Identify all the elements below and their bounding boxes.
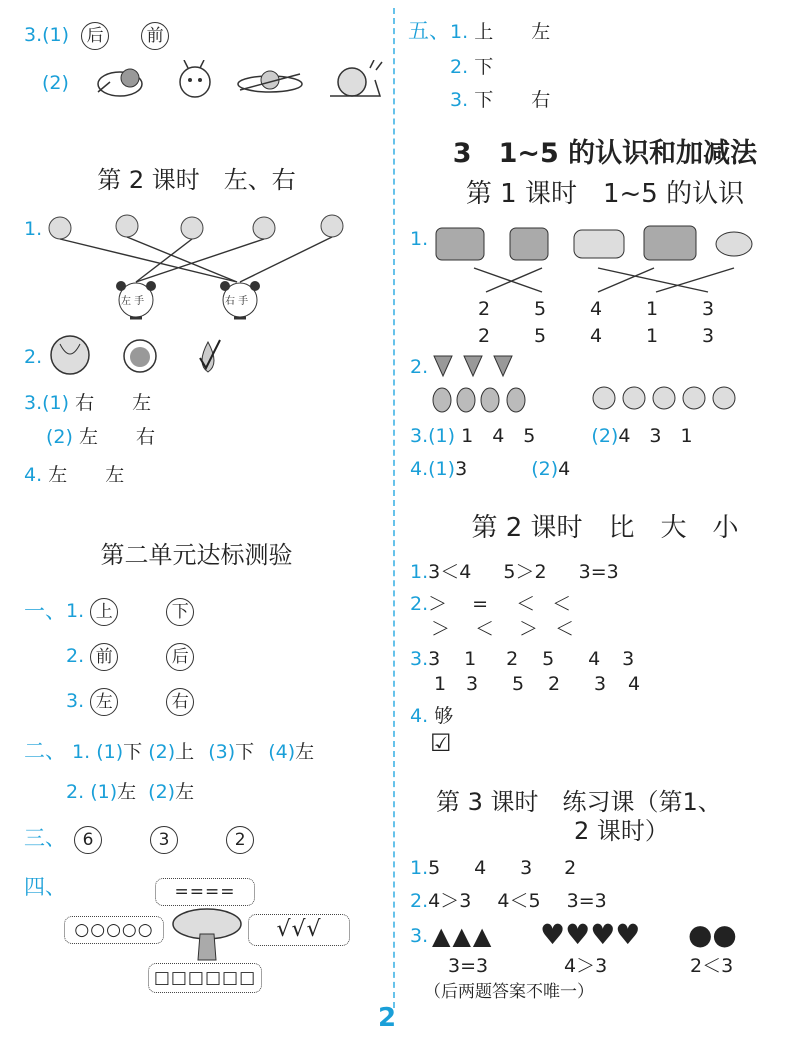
question-number: 3. [410,648,429,670]
question-number: 2. [450,56,469,78]
question-number: 3. [410,925,429,947]
cmp-q3-row1 [410,648,634,670]
count-value: 3 [702,298,715,320]
pear-icon [200,340,220,372]
sub-number: (1) [428,425,456,447]
compare-result: 4＞3 [564,955,608,977]
peaches-icon [593,387,735,409]
rabbit-icon [180,60,210,97]
question-number: 3. [410,425,429,447]
question-number: 1. [410,857,429,879]
strawberries-icon [434,356,512,376]
circled-answer: 后 [166,643,194,671]
cmp-q2-row1 [410,593,571,615]
question-number: 1. [410,228,429,250]
sub-number: (4) [268,741,296,763]
sub-number: (2) [46,426,73,448]
answer: 左 右 [78,426,155,448]
answer: 5 [512,673,525,695]
box-top: ==== [155,878,255,906]
count-value: 4 [590,298,603,320]
circled-answer: 下 [166,598,194,626]
fruit-pictures [48,334,238,379]
answer: 上 左 [474,21,551,43]
lesson3-title-line1: 第 3 课时 练习课（第1、 [436,788,722,816]
cmp-q1-row [410,561,619,583]
answer: 3 [466,673,479,695]
question-number: 2. [66,781,85,803]
answer: 左 [175,781,195,803]
birds-icon [574,230,624,258]
answer: 3 [428,648,441,670]
snail-icon [330,60,382,96]
answer: 左 左 [48,464,125,486]
question-number: 1. [24,218,43,240]
question-number: 4. [24,464,43,486]
question-number: 3. [450,89,469,111]
answer: ＞ [431,618,451,640]
box-bottom: □□□□□□ [148,963,262,993]
answer: 5 [428,857,441,879]
circled-answer: 2 [226,826,254,854]
circled-answer: 左 [90,688,118,716]
sub-number: (2) [42,72,69,94]
sub-number: (1) [42,392,70,414]
sub-number: (2) [531,458,559,480]
q3-row1 [24,22,169,50]
q1-row1 [478,298,714,320]
three-row [24,826,254,854]
circled-answer: 前 [141,22,169,50]
answer: 3＜4 [428,561,472,583]
question-number: 3. [66,690,85,712]
sub-number: (1) [96,741,124,763]
circled-answer: 后 [81,22,109,50]
two-2-row [66,781,194,803]
circled-answer: 3 [150,826,178,854]
count-value: 5 [534,325,547,347]
count-value: 2 [478,298,491,320]
one-1-row [66,598,194,626]
answer: 3 [455,458,468,480]
q3-row2 [46,426,155,448]
question-number: 1. [450,21,469,43]
answer: ＜ [475,618,495,640]
answer: 4 [588,648,601,670]
fish-icon [644,226,696,260]
cmp-q2-row2 [431,618,574,640]
question-number: 2. [410,593,429,615]
cmp-q3-row2 [434,673,640,695]
checkbox-icon: ☑ [430,729,452,757]
column-divider [393,8,395,1008]
dots-icon: ●● [688,918,737,951]
answer: 够 [434,705,454,727]
one-2-row [66,643,194,671]
hand-icon [181,217,203,239]
hand-icon [253,217,275,239]
one-3-row [66,688,194,716]
l3-q1-row [410,857,576,879]
answer: 3=3 [578,561,619,583]
counting-matching-diagram [434,224,764,294]
pears-icon [433,388,525,412]
triangles-icon: ▲▲▲ [432,922,494,950]
compare-result: 3=3 [448,955,489,977]
sub-number: (2) [148,741,176,763]
lesson2-title: 第 2 课时 左、右 [97,166,296,194]
answer: 4 [474,857,487,879]
five-2-row [450,56,493,78]
section-label: 三、 [24,826,66,850]
answer: 下 [474,56,494,78]
answer: 3 [520,857,533,879]
count-value: 1 [646,298,659,320]
answer: = [472,593,489,615]
q4-row [410,458,570,480]
five-1-row [408,20,550,43]
compare-result: 2＜3 [690,955,734,977]
answer: 1 [464,648,477,670]
sub-number: (1) [428,458,456,480]
answer: ＜ [555,618,575,640]
hand-icon [116,215,138,237]
hand-icon [321,215,343,237]
count-value: 1 [646,325,659,347]
circled-answer: 右 [166,688,194,716]
circled-answer: 上 [90,598,118,626]
circled-answer: 前 [90,643,118,671]
insect-icon [238,71,302,92]
question-number: 2. [66,645,85,667]
question-number: 2. [410,890,429,912]
left-hand-label: 左 手 [121,296,145,307]
l3-q3-row [410,925,428,947]
dolphin-icon [716,232,752,256]
question-number: 4. [410,458,429,480]
count-value: 4 [590,325,603,347]
answer: 1 4 5 [461,425,536,447]
hand-matching-diagram [40,210,380,325]
question-number: 1. [72,741,91,763]
right-hand-label: 右 手 [225,296,249,307]
question-number: 2. [24,346,43,368]
answer-note: （后两题答案不唯一） [424,982,594,1002]
section-label: 二、 [24,739,66,763]
l3-q2-row [410,890,607,912]
section-label: 四、 [24,875,66,899]
answer: 2 [564,857,577,879]
question-number: 3. [24,24,43,46]
tree-icon [170,904,244,962]
answer: 2 [548,673,561,695]
question-number: 4. [410,705,429,727]
question-number: 1. [410,561,429,583]
answer: 左 [295,741,315,763]
circled-answer: 6 [74,826,102,854]
count-value: 3 [702,325,715,347]
question-number: 2. [410,356,429,378]
sub-number: (1) [90,781,118,803]
chapter-title: 3 1~5 的认识和加减法 [452,138,758,169]
answer: 2 [506,648,519,670]
answer: 3=3 [566,890,607,912]
watermelon-icon [51,336,89,374]
apple-icon [124,340,156,372]
q1-row2 [478,325,714,347]
sub-number: (2) [591,425,619,447]
sub-number: (3) [208,741,236,763]
fruit-counting-pictures [430,350,750,415]
sub-number: (1) [42,24,70,46]
count-value: 2 [478,325,491,347]
cmp-q4-row [410,705,453,727]
q3-row [410,425,693,447]
section-label: 一、 [24,599,66,623]
answer: 右 左 [75,392,152,414]
count-value: 5 [534,298,547,320]
box-left: ○○○○○ [64,916,164,944]
answer: ＜ [516,593,536,615]
answer: ＜ [552,593,572,615]
answer: 4＞3 [428,890,472,912]
question-number: 3. [24,392,43,414]
answer: 4 [628,673,641,695]
answer: ＞ [428,593,448,615]
answer: ＞ [519,618,539,640]
lesson2-compare-title: 第 2 课时 比 大 小 [471,513,739,543]
answer: 5＞2 [503,561,547,583]
page-number: 2 [378,1003,397,1033]
box-right: √√√ [248,914,350,946]
answer: 4 3 1 [618,425,693,447]
lesson1-title: 第 1 课时 1~5 的认识 [465,179,745,209]
sub-number: (2) [148,781,176,803]
answer: 4 [558,458,571,480]
animal-pictures [90,60,390,105]
answer: 上 [175,741,195,763]
cartoon-animal-icon [98,69,142,96]
answer: 4＜5 [497,890,541,912]
answer: 3 [622,648,635,670]
answer: 3 [594,673,607,695]
section-label: 五、 [408,19,450,43]
hearts-icon: ♥♥♥♥ [540,918,641,951]
answer: 下 [123,741,143,763]
answer: 1 [434,673,447,695]
five-3-row [450,89,550,111]
q3-row1 [24,392,151,414]
answer: 下 [235,741,255,763]
answer: 5 [542,648,555,670]
two-1-row [24,740,314,763]
answer: 下 右 [474,89,551,111]
lesson3-title-line2: 2 课时） [574,817,669,845]
question-number: 1. [66,600,85,622]
ants-icon [436,228,484,260]
q4-row [24,464,124,486]
hand-icon [49,217,71,239]
unit2-title: 第二单元达标测验 [100,541,293,569]
answer: 左 [117,781,137,803]
seahorse-icon [510,228,548,260]
